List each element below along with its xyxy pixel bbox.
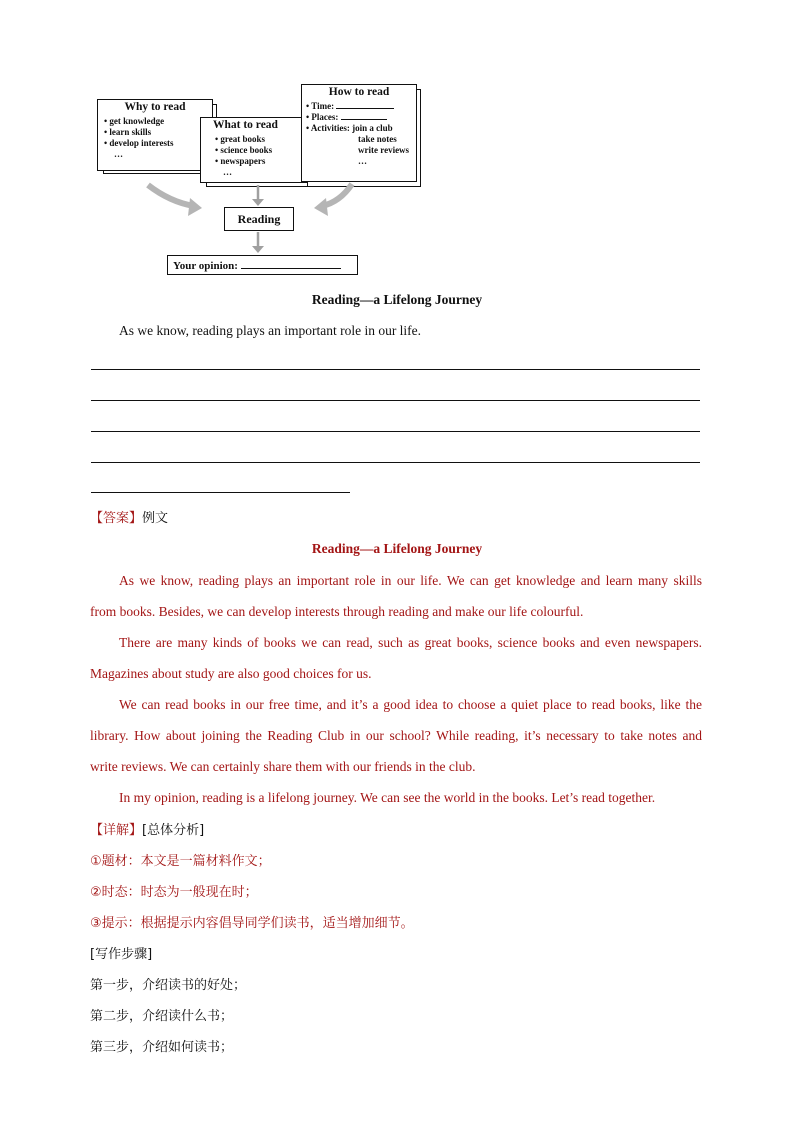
answer-p1-line1: As we know, reading plays an important role in our life. We can get knowledge and learn many skills	[119, 573, 702, 588]
how-activities: • Activities: join a club	[306, 123, 416, 134]
left-curved-arrow	[148, 185, 194, 206]
step-item: 第三步，介绍如何读书；	[90, 1040, 234, 1055]
reading-box: Reading	[224, 207, 294, 231]
right-arrowhead	[314, 198, 328, 216]
what-item: • great books	[215, 134, 311, 145]
what-item: • newspapers	[215, 156, 311, 167]
answer-p2-line1: There are many kinds of books we can read, such as great books, science books and even newspapers.	[119, 635, 702, 650]
what-more: …	[223, 167, 232, 177]
answer-title: Reading—a Lifelong Journey	[311, 541, 483, 556]
analysis-point: ③提示：根据提示内容倡导同学们读书，适当增加细节。	[90, 916, 414, 931]
steps-label: [写作步骤]	[90, 947, 153, 962]
opinion-label: Your opinion:	[173, 260, 238, 272]
step-item: 第一步，介绍读书的好处；	[90, 978, 247, 993]
why-more: …	[114, 149, 123, 159]
how-activity: take notes	[358, 134, 397, 144]
analysis-heading	[90, 815, 710, 846]
analysis-point: ②时态：时态为一般现在时；	[90, 885, 258, 900]
opinion-blank	[241, 259, 341, 269]
why-item: • develop interests	[104, 138, 212, 149]
how-places-label: Places:	[311, 112, 339, 122]
analysis-point: ①题材：本文是一篇材料作文；	[90, 854, 271, 869]
question-opening: As we know, reading plays an important role in our life.	[119, 323, 422, 338]
down-arrowhead-top	[252, 199, 264, 206]
what-card-title: What to read	[213, 119, 278, 131]
analysis-bracket: 【详解】	[90, 823, 143, 838]
analysis-section	[90, 815, 710, 1063]
answer-p2-line2: Magazines about study are also good choices for us.	[90, 666, 372, 681]
what-item: • science books	[215, 145, 311, 156]
left-arrowhead	[188, 198, 202, 216]
why-item: • get knowledge	[104, 116, 212, 127]
answer-p4: In my opinion, reading is a lifelong journey. We can see the world in the books. Let’s read together.	[119, 790, 656, 805]
how-activity: write reviews	[358, 145, 410, 155]
answer-p3-line2: library. How about joining the Reading Club in our school? While reading, it’s necessary to take notes and	[90, 728, 702, 743]
why-card-title: Why to read	[124, 101, 186, 113]
reading-diagram	[90, 80, 430, 285]
analysis-overall: [总体分析]	[142, 823, 205, 838]
answer-body	[90, 565, 702, 813]
answer-p1-line2: from books. Besides, we can develop interests through reading and make our life colourful.	[90, 604, 584, 619]
step-item: 第二步，介绍读什么书；	[90, 1009, 234, 1024]
writing-line	[91, 462, 700, 463]
answer-p3-line1: We can read books in our free time, and it’s a good idea to choose a quiet place to read books, like the	[119, 697, 702, 712]
writing-line	[91, 400, 700, 401]
down-arrowhead-bottom	[252, 246, 264, 253]
why-item: • learn skills	[104, 127, 212, 138]
answer-label	[90, 503, 168, 534]
answer-bracket: 【答案】	[90, 511, 143, 526]
writing-line	[91, 369, 700, 370]
writing-line	[91, 431, 700, 432]
how-more: …	[358, 156, 367, 166]
how-card-title: How to read	[328, 86, 390, 98]
how-time-label: Time:	[311, 101, 335, 111]
answer-p3-line3: write reviews. We can certainly share them with our friends in the club.	[90, 759, 476, 774]
writing-line-short	[91, 492, 350, 493]
answer-label-text: 例文	[142, 511, 169, 526]
opinion-box	[167, 255, 358, 275]
question-title: Reading—a Lifelong Journey	[311, 292, 483, 307]
